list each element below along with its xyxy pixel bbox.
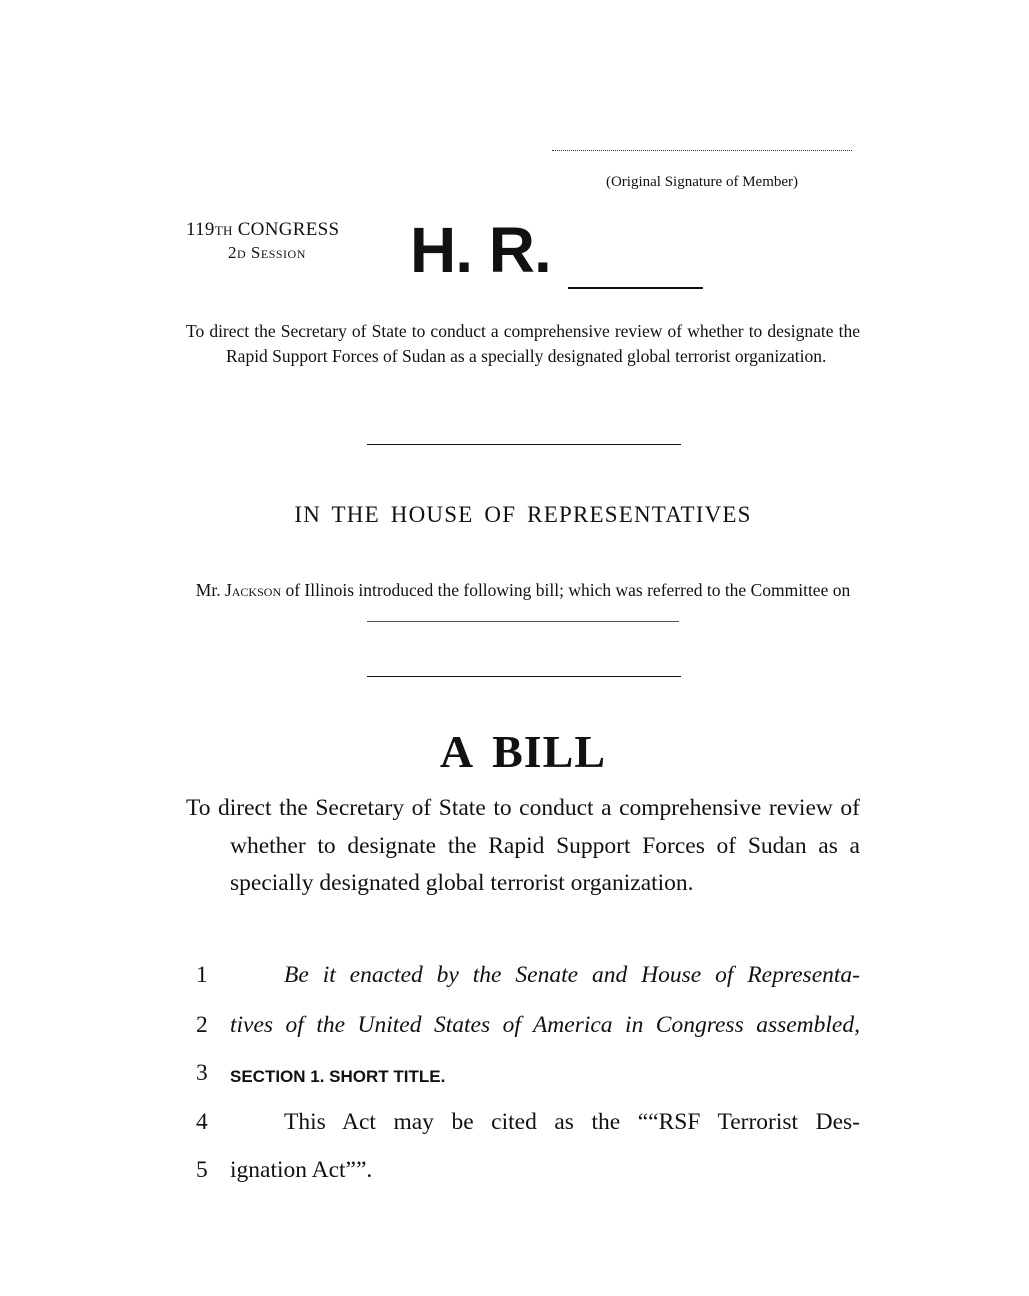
line-number: 1 <box>196 962 208 988</box>
line-number: 5 <box>196 1157 208 1183</box>
chamber-heading: IN THE HOUSE OF REPRESENTATIVES <box>294 502 752 527</box>
long-title: To direct the Secretary of State to conduct a comprehensive review of whether to designate the Rapid Support Forces of Sudan as a specially designated global terrorist organization. <box>186 795 860 896</box>
committee-blank <box>367 603 679 622</box>
congress-suffix: th <box>214 219 233 240</box>
line-number: 2 <box>196 1012 208 1038</box>
bill-number-blank <box>568 287 703 289</box>
introduction-text: Mr. Jackson of Illinois introduced the following bill; which was referred to the Committee on <box>186 577 860 629</box>
session-label: 2d Session <box>228 243 306 262</box>
bill-designation: H. R. <box>410 214 551 286</box>
divider-bottom <box>367 676 681 677</box>
line-number: 3 <box>196 1060 208 1086</box>
sponsor-name: Jackson <box>224 580 282 600</box>
enacting-clause-line-1: Be it enacted by the Senate and House of Representa- <box>284 962 860 988</box>
short-description: To direct the Secretary of State to conduct a comprehensive review of whether to designate the Rapid Support Forces of Sudan as a specially designated global terrorist organization. <box>186 321 860 366</box>
enacting-clause-line-2: tives of the United States of America in Congress assembled, <box>230 1012 860 1038</box>
signature-line <box>552 150 852 151</box>
short-title-line-2: ignation Act””. <box>230 1157 373 1183</box>
divider-top <box>367 444 681 445</box>
bill-heading: A BILL <box>439 726 607 777</box>
section-heading: SECTION 1. SHORT TITLE. <box>230 1067 446 1086</box>
short-title-line-1: This Act may be cited as the ““RSF Terrorist Des- <box>284 1109 860 1135</box>
signature-caption: (Original Signature of Member) <box>605 174 799 190</box>
congress-label: 119th CONGRESS <box>186 219 340 240</box>
line-number: 4 <box>196 1109 208 1135</box>
